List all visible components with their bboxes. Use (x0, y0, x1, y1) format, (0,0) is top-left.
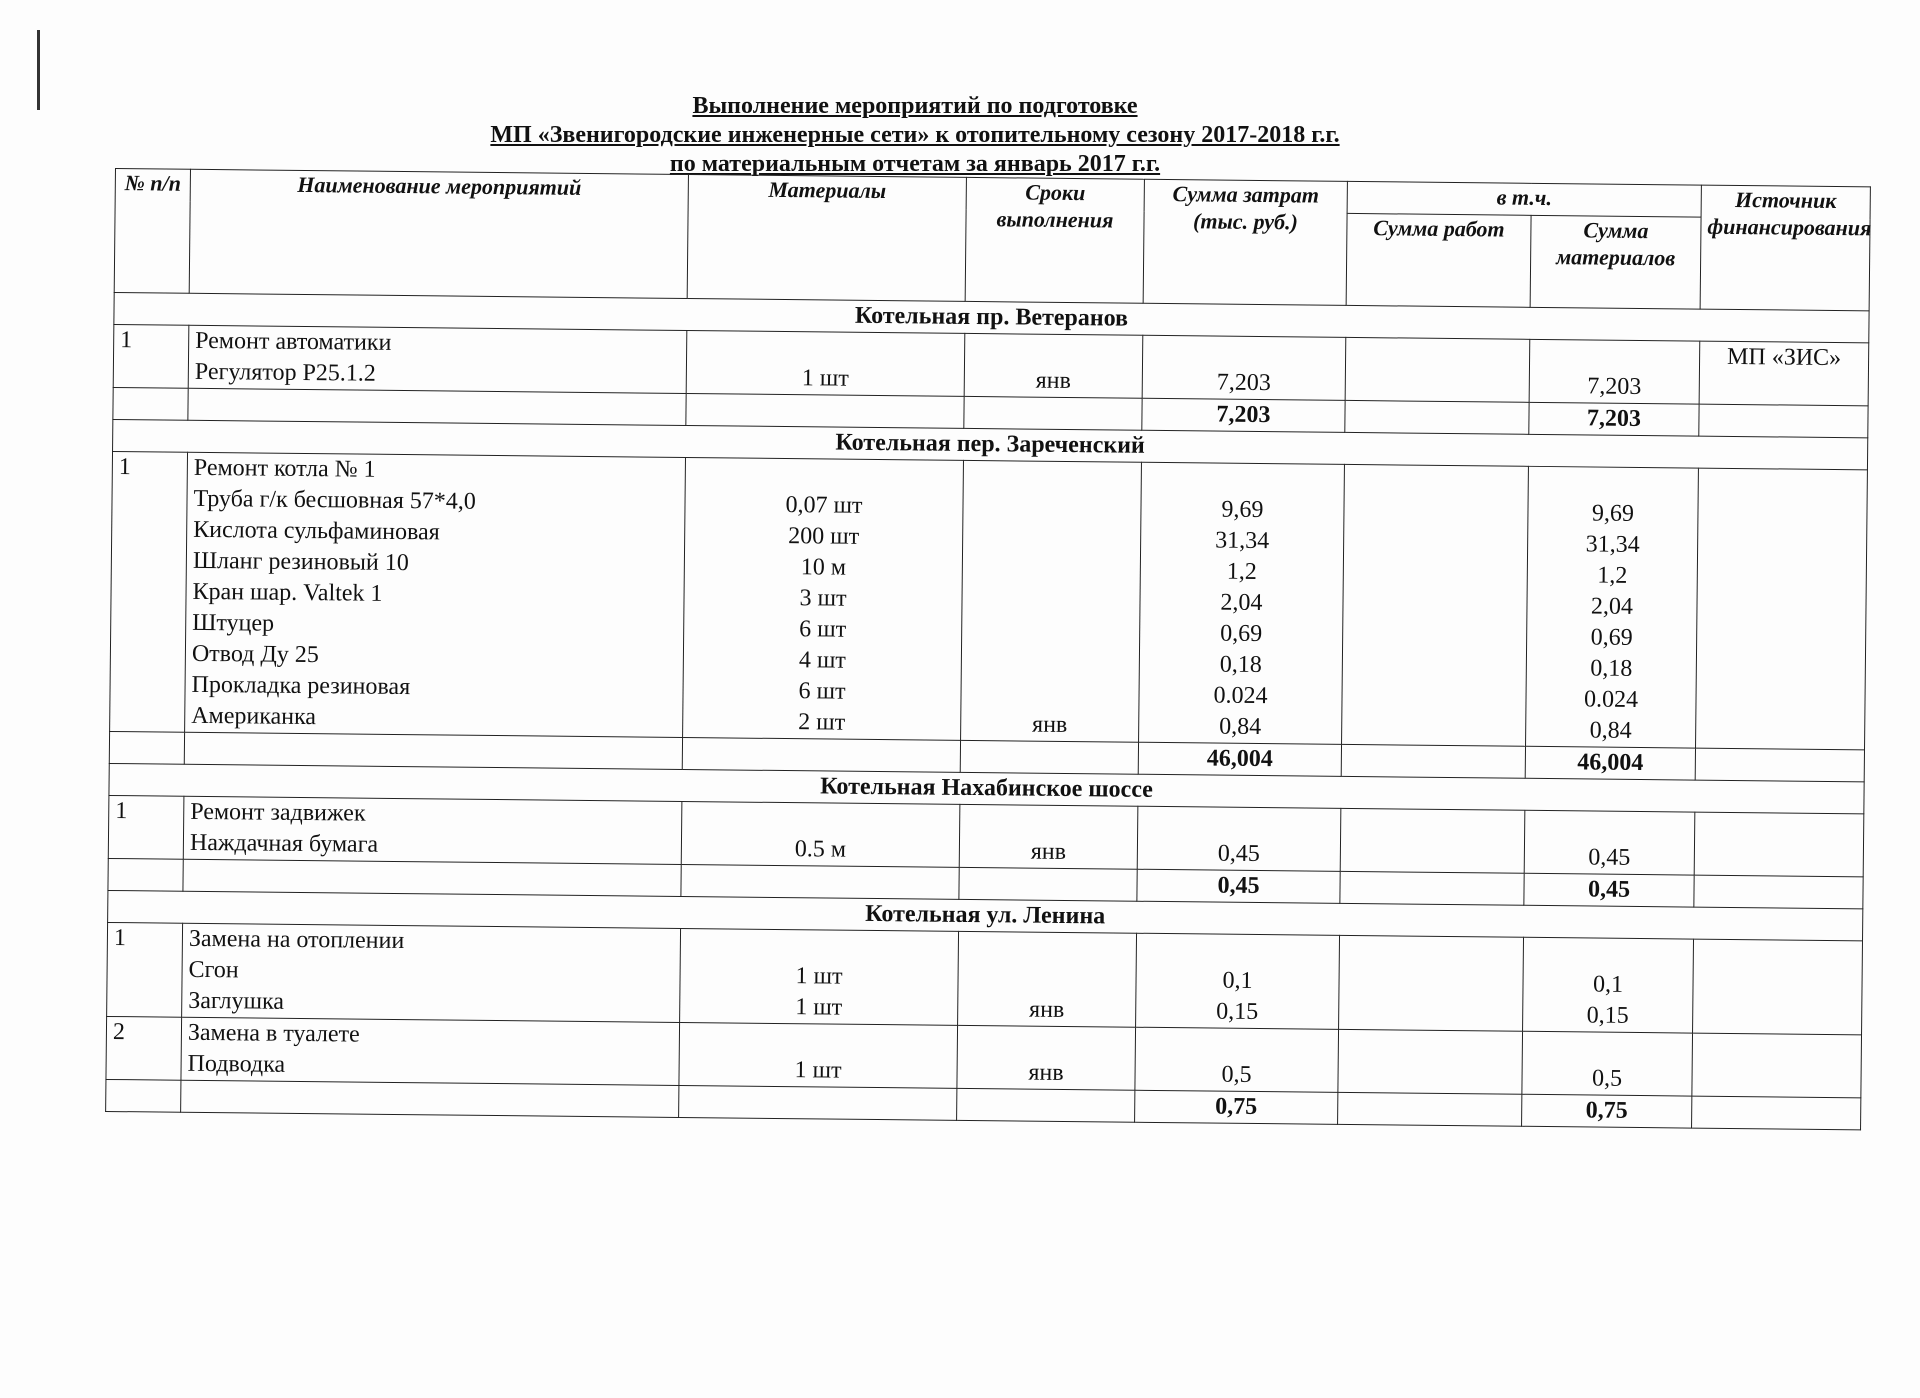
row-name-line: Прокладка резиновая (191, 671, 411, 701)
row-sum-line: 1,2 (1226, 558, 1257, 585)
row-mat-line: 0,15 (1586, 1002, 1629, 1029)
row-works (1339, 935, 1524, 1031)
header-materials: Материалы (687, 175, 966, 302)
row-name-line: Штуцер (192, 609, 275, 637)
row-materials-line: 200 шт (788, 523, 860, 550)
row-mat-line: 0,5 (1591, 1065, 1623, 1092)
row-works (1340, 808, 1525, 873)
total-sum: 0,75 (1135, 1090, 1338, 1124)
header-num: № п/п (114, 169, 190, 294)
row-mat-line: 1,2 (1597, 562, 1628, 589)
total-empty-num (109, 731, 184, 764)
total-empty-deadline (959, 867, 1137, 901)
title-line-3: по материальным отчетам за январь 2017 г.г. (669, 151, 1161, 177)
total-empty-works (1341, 744, 1525, 778)
document-title (0, 92, 1830, 179)
header-sum: Сумма затрат (тыс. руб.) (1143, 179, 1347, 305)
row-materials-line: 1 шт (801, 365, 849, 392)
total-empty-deadline (964, 396, 1142, 430)
total-empty-deadline (957, 1088, 1135, 1122)
row-sum-line: 31,34 (1215, 527, 1270, 555)
total-empty-works (1345, 400, 1529, 434)
total-empty-materials (681, 864, 959, 899)
total-sum: 7,203 (1142, 398, 1345, 432)
total-empty-name (188, 388, 686, 425)
section-title: Котельная пр. Ветеранов (114, 292, 1869, 342)
row-mat-line: 2,04 (1590, 593, 1634, 620)
total-empty-source (1699, 404, 1868, 438)
row-name (185, 452, 686, 737)
table-row (110, 451, 1868, 749)
row-materials-line: 1 шт (795, 994, 843, 1021)
total-mat: 0,45 (1524, 873, 1694, 907)
row-sum-line: 0,15 (1216, 998, 1259, 1026)
row-name (183, 796, 682, 864)
row-name-line: Кран шар. Valtek 1 (192, 578, 383, 607)
row-name (188, 325, 687, 393)
row-name-line: Ремонт задвижек (190, 798, 366, 827)
total-empty-works (1340, 871, 1524, 905)
total-empty-num (106, 1079, 181, 1112)
total-empty-name (183, 859, 681, 896)
row-materials-line: 6 шт (799, 616, 847, 643)
row-mat-line: 0,1 (1592, 971, 1624, 998)
row-name-line: Подводка (187, 1050, 286, 1078)
row-materials (683, 457, 964, 740)
row-sum (1135, 1027, 1339, 1092)
row-sum (1142, 335, 1346, 400)
row-name-line: Шланг резиновый 10 (192, 547, 409, 577)
row-mat-line: 0.024 (1583, 686, 1639, 713)
row-materials-line: 1 шт (795, 963, 843, 990)
row-source (1693, 939, 1863, 1035)
row-mat (1526, 466, 1699, 748)
row-sum (1139, 462, 1345, 744)
row-materials-line: 0.5 м (794, 836, 847, 863)
row-mat (1529, 339, 1700, 404)
row-source (1696, 468, 1868, 750)
row-name-line: Замена на отоплении (188, 925, 405, 955)
total-empty-materials (682, 737, 960, 772)
total-mat: 0,75 (1522, 1094, 1692, 1128)
row-number: 2 (106, 1016, 182, 1080)
row-number: 1 (107, 922, 183, 1017)
header-incl: в т.ч. (1347, 181, 1701, 217)
row-materials-line: 1 шт (794, 1057, 842, 1084)
row-sum-line: 0,1 (1222, 967, 1253, 994)
row-materials-line: 4 шт (798, 647, 847, 674)
row-deadline: янв (957, 1025, 1136, 1090)
table-body (106, 292, 1869, 1129)
total-sum: 0,45 (1137, 869, 1340, 903)
row-name-line: Сгон (188, 956, 239, 984)
section-title: Котельная пер. Зареченский (113, 419, 1868, 469)
row-mat-line: 0,18 (1590, 655, 1633, 682)
total-empty-name (181, 1080, 679, 1117)
total-mat: 7,203 (1529, 402, 1699, 436)
row-sum (1137, 806, 1341, 871)
row-name-line: Труба г/к бесшовная 57*4,0 (193, 485, 476, 515)
measures-table (105, 168, 1871, 1130)
total-empty-materials (686, 393, 964, 428)
row-name (182, 923, 681, 1022)
row-mat-line: 0,84 (1589, 717, 1632, 744)
row-materials (681, 801, 960, 867)
row-name-line: Наждачная бумага (189, 829, 379, 858)
row-deadline: янв (961, 460, 1142, 742)
title-line-2: МП «Звенигородские инженерные сети» к отопительному сезону 2017-2018 г.г. (490, 122, 1340, 148)
header-sum-materials: Сумма материалов (1530, 215, 1701, 309)
total-empty-source (1695, 748, 1864, 782)
total-mat: 46,004 (1525, 746, 1695, 780)
row-source: МП «ЗИС» (1699, 341, 1869, 406)
total-empty-name (184, 732, 682, 769)
row-mat-line: 31,34 (1585, 531, 1640, 558)
row-name-line: Регулятор Р25.1.2 (194, 358, 377, 387)
row-materials (679, 1022, 958, 1088)
total-empty-num (108, 858, 183, 891)
header-source: Источник финансирования (1700, 185, 1870, 311)
row-materials (686, 330, 965, 396)
row-deadline: янв (964, 333, 1143, 398)
row-mat-line: 7,203 (1587, 373, 1642, 400)
row-name-line: Ремонт котла № 1 (193, 454, 376, 483)
total-sum: 46,004 (1138, 742, 1341, 776)
row-name-line: Ремонт автоматики (195, 327, 392, 356)
row-mat (1523, 937, 1694, 1033)
section-title: Котельная Нахабинское шоссе (109, 763, 1864, 813)
row-name-line: Американка (191, 702, 317, 731)
row-mat-line: 9,69 (1591, 500, 1635, 527)
row-name-line: Кислота сульфаминовая (193, 516, 440, 546)
row-materials (680, 928, 959, 1025)
row-works (1345, 337, 1530, 402)
row-sum-line: 0,84 (1219, 713, 1262, 741)
total-empty-source (1694, 875, 1863, 909)
row-mat (1522, 1031, 1693, 1096)
row-name-line: Замена в туалете (187, 1019, 360, 1048)
row-sum-line: 2,04 (1220, 589, 1263, 617)
row-sum-line: 0,69 (1220, 620, 1263, 648)
total-empty-source (1692, 1096, 1861, 1130)
row-source (1694, 812, 1864, 877)
row-materials-line: 10 м (800, 554, 847, 581)
row-sum-line: 0,18 (1219, 651, 1262, 679)
row-name-line: Заглушка (188, 987, 285, 1015)
section-title: Котельная ул. Ленина (108, 890, 1863, 940)
title-line-1: Выполнение мероприятий по подготовке (692, 93, 1138, 119)
row-number: 1 (113, 324, 189, 388)
row-name-line: Отвод Ду 25 (191, 640, 319, 669)
row-source (1692, 1033, 1862, 1098)
row-deadline: янв (958, 931, 1137, 1027)
row-deadline: янв (959, 804, 1138, 869)
row-mat-line: 0,45 (1588, 844, 1631, 871)
row-sum (1136, 933, 1340, 1029)
row-mat (1524, 810, 1695, 875)
row-materials-line: 3 шт (799, 585, 847, 612)
row-sum-line: 0,45 (1217, 840, 1261, 868)
row-mat-line: 0,69 (1590, 624, 1633, 651)
header-name: Наименование мероприятий (189, 169, 688, 298)
row-materials-line: 2 шт (798, 709, 846, 736)
total-empty-num (113, 387, 188, 420)
row-sum-line: 0.024 (1213, 682, 1268, 710)
total-empty-materials (679, 1085, 957, 1120)
row-sum-line: 9,69 (1221, 496, 1264, 524)
row-materials-line: 0,07 шт (785, 492, 863, 519)
row-works (1338, 1029, 1523, 1094)
row-sum-line: 0,5 (1221, 1061, 1252, 1088)
row-number: 1 (110, 451, 188, 732)
row-name (181, 1017, 680, 1085)
header-sum-works: Сумма работ (1346, 213, 1531, 307)
row-works (1342, 464, 1529, 746)
row-number: 1 (108, 795, 184, 859)
row-materials-line: 6 шт (798, 678, 846, 705)
header-deadline: Сроки выполнения (965, 177, 1144, 303)
row-sum-line: 7,203 (1216, 369, 1271, 397)
total-empty-deadline (960, 740, 1138, 774)
table-row (107, 922, 1863, 1034)
total-empty-works (1338, 1092, 1522, 1126)
